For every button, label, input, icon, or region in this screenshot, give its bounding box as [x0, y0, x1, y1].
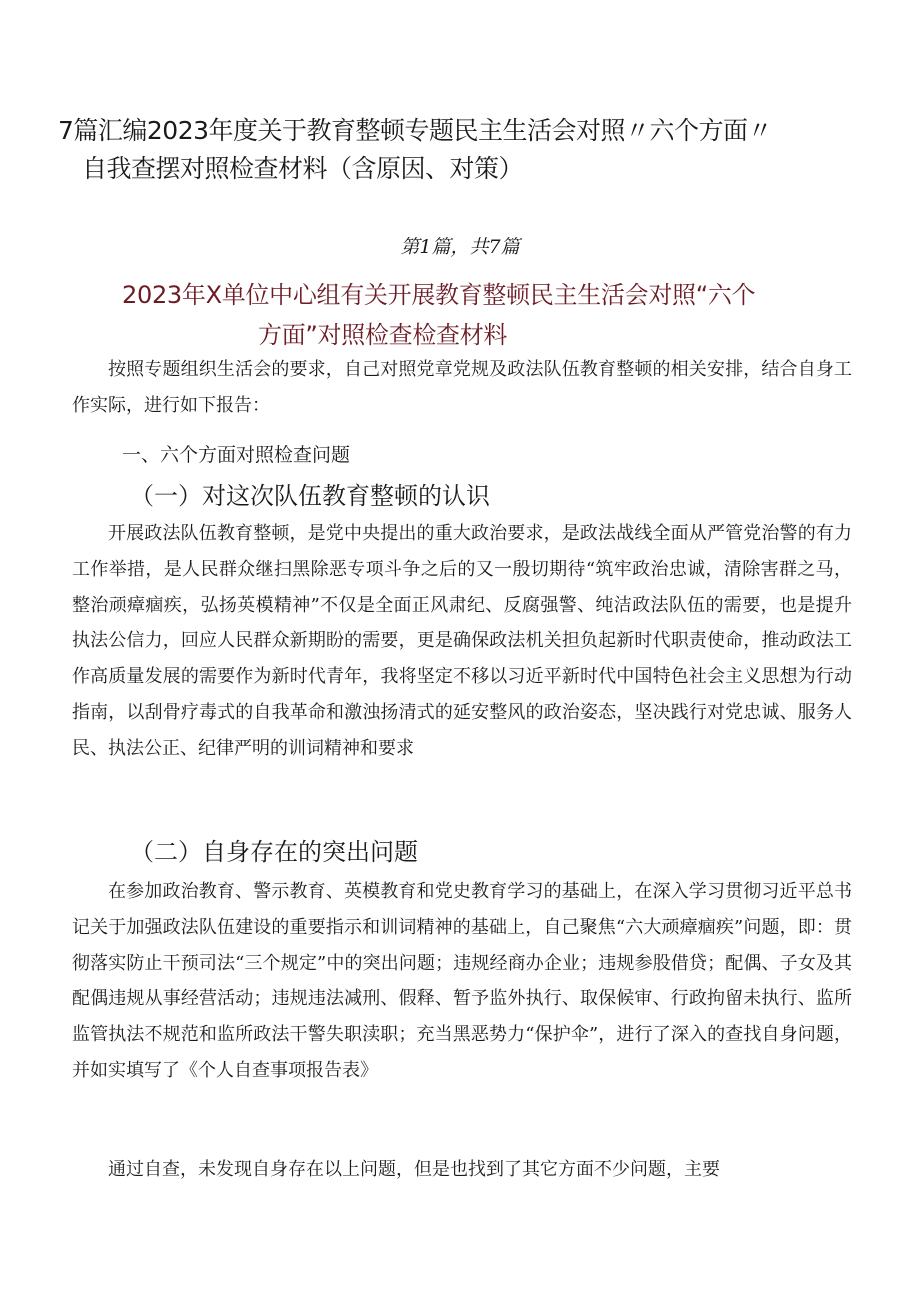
- article-subtitle: [122, 275, 862, 355]
- subsection-heading-2: （二）自身存在的突出问题: [130, 838, 418, 866]
- intro-paragraph: 按照专题组织生活会的要求，自己对照党章党规及政法队伍教育整顿的相关安排，结合自身工作实际，进行如下报告：: [72, 359, 852, 416]
- subsection-heading-1: （一）对这次队伍教育整顿的认识: [130, 482, 490, 510]
- body-paragraph-1: 开展政法队伍教育整顿，是党中央提出的重大政治要求，是政法战线全面从严管党治警的有力工作举措，是人民群众继扫黑除恶专项斗争之后的又一殷切期待“筑牢政治忠诚，清除害群之马，整治顽瘴痼疾，弘扬英模精神”不仅是全面正风肃纪、反腐强警、纯洁政法队伍的需要，也是提升执法公信力，回应人民群众新期盼的需要，更是确保政法机关担负起新时代职责使命，推动政法工作高质量发展的需要作为新时代青年，我将坚定不移以习近平新时代中国特色社会主义思想为行动指南，以刮骨疗毒式的自我革命和激浊扬清式的延安整风的政治姿态，坚决践行对党忠诚、服务人民、执法公正、纪律严明的训词精神和要求: [72, 523, 852, 759]
- title-line-1: 7篇汇编2023年度关于教育整顿专题民主生活会对照〃六个方面〃: [58, 116, 773, 145]
- subtitle-line-2: 方面”对照检查检查材料: [258, 321, 508, 349]
- body-paragraph-3: 通过自查，未发现自身存在以上问题，但是也找到了其它方面不少问题，主要: [108, 1159, 720, 1180]
- section-heading-1: 一、六个方面对照检查问题: [122, 444, 351, 466]
- subtitle-line-1: 2023年X单位中心组有关开展教育整顿民主生活会对照“六个: [122, 281, 756, 309]
- title-line-2: 自我查摆对照检查材料（含原因、对策）: [82, 154, 524, 183]
- part-label: 第1篇，共7篇: [400, 236, 520, 258]
- body-paragraph-2: 在参加政治教育、警示教育、英模教育和党史教育学习的基础上，在深入学习贯彻习近平总书记关于加强政法队伍建设的重要指示和训词精神的基础上，自己聚焦“六大顽瘴痼疾”问题，即：贯彻落实防止干预司法“三个规定”中的突出问题；违规经商办企业；违规参股借贷；配偶、子女及其配偶违规从事经营活动；违规违法减刑、假释、暂予监外执行、取保候审、行政拘留未执行、监所监管执法不规范和监所政法干警失职渎职；充当黑恶势力“保护伞”，进行了深入的查找自身问题，并如实填写了《个人自查事项报告表》: [72, 881, 852, 1081]
- document-title: [58, 112, 878, 188]
